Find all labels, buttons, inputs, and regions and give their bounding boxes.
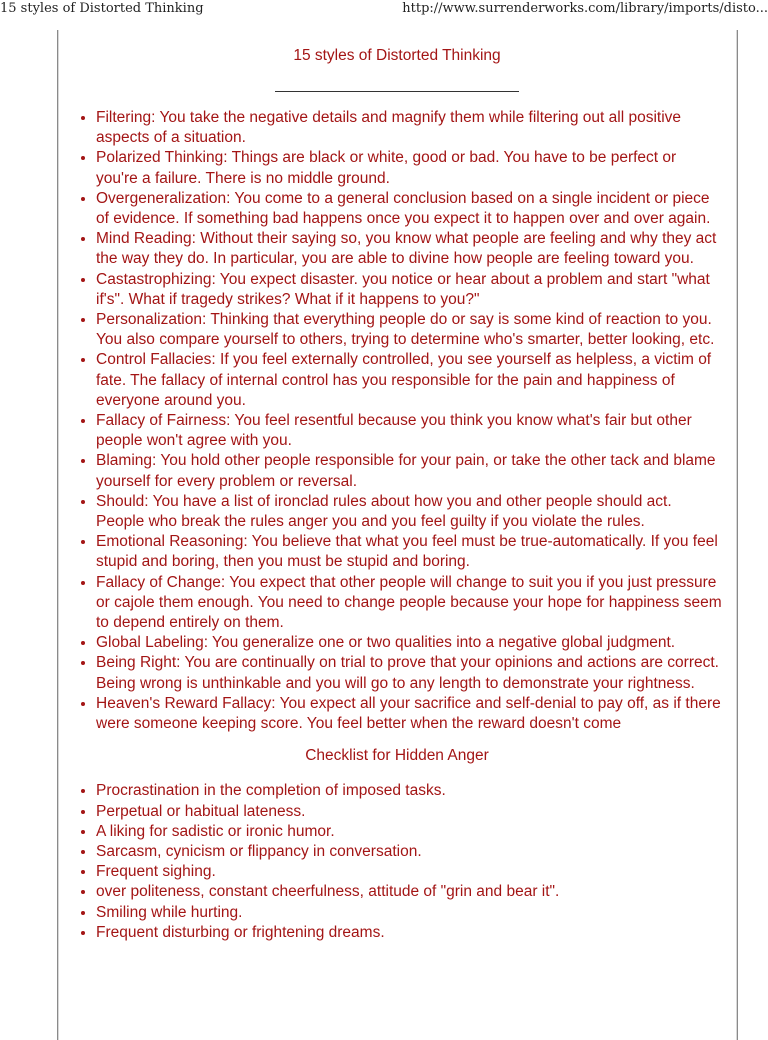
list-item: • Frequent sighing. — [96, 862, 722, 882]
distorted-thinking-list — [72, 108, 722, 734]
list-item: • Emotional Reasoning: You believe that what you feel must be true-automatically. If you feel stupid and boring, then you must be stupid and boring. — [96, 532, 722, 572]
checklist-title: Checklist for Hidden Anger — [305, 747, 489, 765]
list-item: • Castastrophizing: You expect disaster. you notice or hear about a problem and start "what if's". What if tragedy strikes? What if it happens to you?" — [96, 270, 722, 310]
list-item: • Perpetual or habitual lateness. — [96, 802, 722, 822]
list-item: • A liking for sadistic or ironic humor. — [96, 822, 722, 842]
list-item: • Mind Reading: Without their saying so, you know what people are feeling and why they act the way they do. In particular, you are able to divine how people are feeling toward you. — [96, 229, 722, 269]
list-item: • Global Labeling: You generalize one or two qualities into a negative global judgment. — [96, 633, 722, 653]
list-item: • Fallacy of Change: You expect that other people will change to suit you if you just pressure or cajole them enough. You need to change people because your hope for happiness seem to depend entirely on them. — [96, 573, 722, 634]
document-title: 15 styles of Distorted Thinking — [293, 47, 501, 64]
print-header — [0, 0, 768, 20]
list-item: • Polarized Thinking: Things are black or white, good or bad. You have to be perfect or you're a failure. There is no middle ground. — [96, 148, 722, 188]
list-item: • Should: You have a list of ironclad rules about how you and other people should act. People who break the rules anger you and you feel guilty if you violate the rules. — [96, 492, 722, 532]
list-item: • Filtering: You take the negative details and magnify them while filtering out all positive aspects of a situation. — [96, 108, 722, 148]
print-url[interactable]: http://www.surrenderworks.com/library/imports/disto... — [402, 1, 768, 16]
title-divider — [275, 91, 519, 92]
list-item: • Blaming: You hold other people responsible for your pain, or take the other tack and blame yourself for every problem or reversal. — [96, 451, 722, 491]
hidden-anger-checklist — [72, 781, 722, 943]
list-item: • Personalization: Thinking that everything people do or say is some kind of reaction to you. You also compare yourself to others, trying to determine who's smarter, better looking, etc. — [96, 310, 722, 350]
print-page-title: 15 styles of Distorted Thinking — [0, 1, 204, 16]
list-item: • Sarcasm, cynicism or flippancy in conversation. — [96, 842, 722, 862]
list-item: • over politeness, constant cheerfulness, attitude of "grin and bear it". — [96, 882, 722, 902]
list-item: • Frequent disturbing or frightening dreams. — [96, 923, 722, 943]
list-item: • Smiling while hurting. — [96, 903, 722, 923]
list-item: • Fallacy of Fairness: You feel resentful because you think you know what's fair but other people won't agree with you. — [96, 411, 722, 451]
document-body — [72, 45, 722, 943]
list-item: • Procrastination in the completion of imposed tasks. — [96, 781, 722, 801]
list-item: • Heaven's Reward Fallacy: You expect all your sacrifice and self-denial to pay off, as if there were someone keeping score. You feel better when the reward doesn't come — [96, 694, 722, 734]
list-item: • Control Fallacies: If you feel externally controlled, you see yourself as helpless, a victim of fate. The fallacy of internal control has you responsible for the pain and happiness of everyone around you. — [96, 350, 722, 411]
list-item: • Being Right: You are continually on trial to prove that your opinions and actions are correct. Being wrong is unthinkable and you will go to any length to demonstrate your rightness. — [96, 653, 722, 693]
list-item: • Overgeneralization: You come to a general conclusion based on a single incident or piece of evidence. If something bad happens once you expect it to happen over and over again. — [96, 189, 722, 229]
